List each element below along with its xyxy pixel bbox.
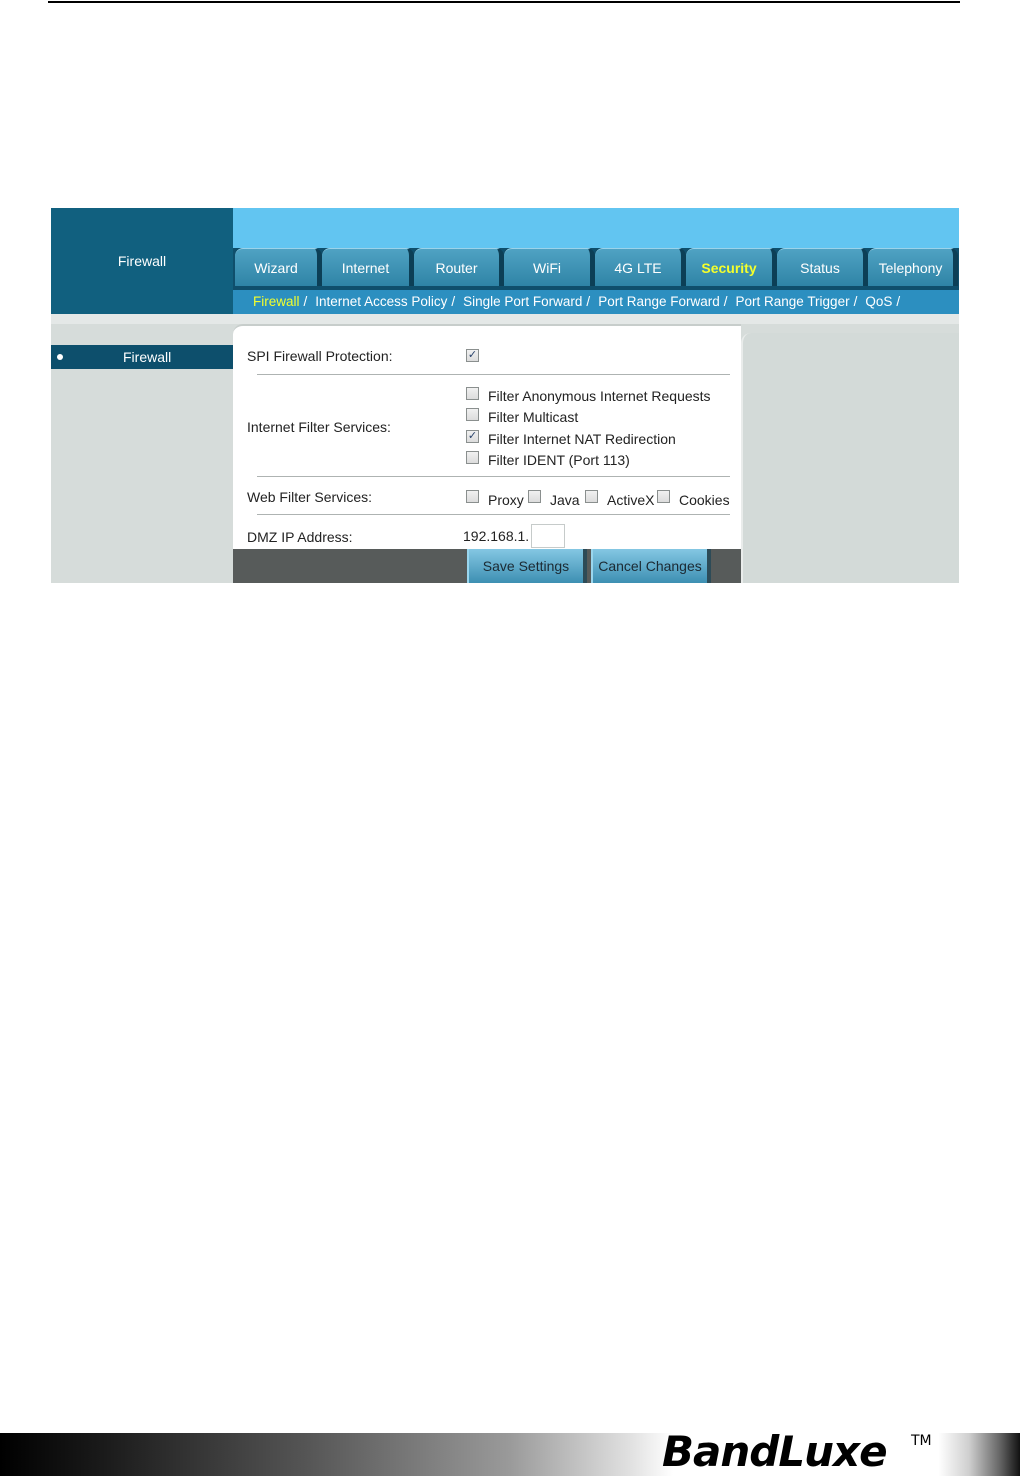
activex-label: ActiveX	[607, 492, 655, 508]
sidebar-item-label: Firewall	[123, 349, 172, 365]
router-config-window	[51, 208, 959, 583]
header-band	[233, 208, 959, 248]
subnav-qos[interactable]: QoS	[865, 294, 893, 309]
filter-multicast-label: Filter Multicast	[488, 409, 579, 425]
subnav-separator: /	[723, 294, 728, 309]
proxy-checkbox[interactable]	[466, 490, 479, 503]
tab-telephony[interactable]: Telephony	[868, 248, 958, 286]
brand-logo: BandLuxe	[662, 1427, 887, 1476]
spi-firewall-checkbox[interactable]: ✓	[467, 349, 478, 361]
cancel-changes-button[interactable]: Cancel Changes	[591, 549, 711, 583]
tab-4g-lte[interactable]: 4G LTE	[595, 248, 686, 286]
filter-anonymous-label: Filter Anonymous Internet Requests	[488, 388, 711, 404]
tab-router[interactable]: Router	[414, 248, 504, 286]
subnav-port-range-forward[interactable]: Port Range Forward	[598, 294, 720, 309]
trademark-mark: TM	[911, 1433, 932, 1449]
cookies-label: Cookies	[679, 492, 730, 508]
filter-ident-label: Filter IDENT (Port 113)	[488, 452, 630, 468]
tab-internet[interactable]: Internet	[322, 248, 414, 286]
filter-anonymous-checkbox[interactable]	[466, 387, 479, 400]
save-settings-button[interactable]: Save Settings	[467, 549, 587, 583]
spi-label: SPI Firewall Protection:	[247, 348, 393, 364]
subnav-separator: /	[303, 294, 308, 309]
dmz-ip-last-octet-input[interactable]	[531, 524, 565, 548]
tab-status[interactable]: Status	[777, 248, 868, 286]
web-filter-label: Web Filter Services:	[247, 489, 372, 505]
subnav-internet-access-policy[interactable]: Internet Access Policy	[315, 294, 448, 309]
dmz-ip-prefix: 192.168.1.	[463, 528, 530, 544]
subnav-separator: /	[451, 294, 456, 309]
help-panel	[741, 333, 959, 583]
java-label: Java	[550, 492, 580, 508]
subnav-firewall[interactable]: Firewall	[253, 294, 300, 309]
sub-navigation	[233, 290, 959, 314]
activex-checkbox[interactable]	[585, 490, 598, 503]
subnav-separator: /	[896, 294, 901, 309]
page-top-rule	[48, 1, 960, 3]
sidebar-item-firewall[interactable]	[51, 345, 233, 369]
divider	[257, 476, 730, 477]
tab-wifi[interactable]: WiFi	[504, 248, 595, 286]
proxy-label: Proxy	[488, 492, 524, 508]
divider	[257, 374, 730, 375]
filter-nat-redirection-checkbox[interactable]: ✓	[467, 430, 478, 442]
filter-multicast-checkbox[interactable]	[466, 408, 479, 421]
subnav-separator: /	[853, 294, 858, 309]
filter-ident-checkbox[interactable]	[466, 451, 479, 464]
tab-security[interactable]: Security	[686, 248, 777, 286]
subnav-single-port-forward[interactable]: Single Port Forward	[463, 294, 583, 309]
subnav-port-range-trigger[interactable]: Port Range Trigger	[735, 294, 850, 309]
tab-wizard[interactable]: Wizard	[235, 248, 322, 286]
filter-nat-redirection-label: Filter Internet NAT Redirection	[488, 431, 676, 447]
bullet-icon	[57, 354, 63, 360]
cookies-checkbox[interactable]	[657, 490, 670, 503]
divider	[257, 514, 730, 515]
section-title: Firewall	[51, 208, 233, 314]
subnav-separator: /	[586, 294, 591, 309]
internet-filter-label: Internet Filter Services:	[247, 419, 391, 435]
java-checkbox[interactable]	[528, 490, 541, 503]
header-divider-strip	[51, 314, 959, 324]
main-tabs	[233, 248, 959, 290]
dmz-label: DMZ IP Address:	[247, 529, 353, 545]
